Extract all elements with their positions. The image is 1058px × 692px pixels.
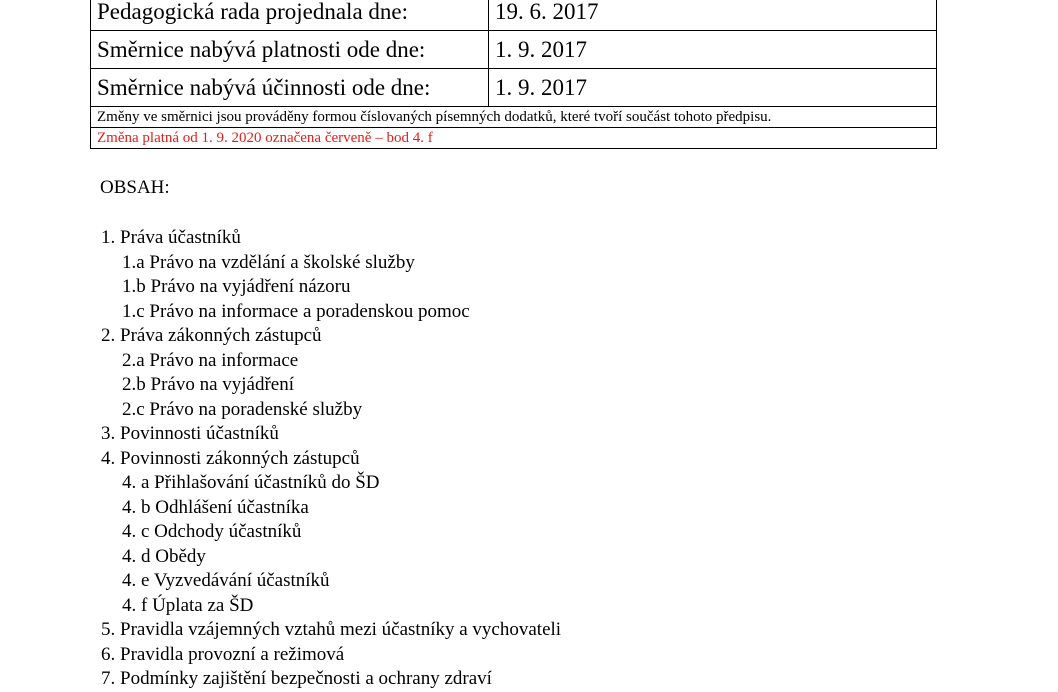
table-row [91, 69, 937, 107]
row-value: 19. 6. 2017 [489, 0, 937, 31]
table-row-change [91, 128, 937, 149]
toc-item: 1. Práva účastníků [101, 227, 241, 248]
row-value: 1. 9. 2017 [489, 31, 937, 69]
change-note: Změna platná od 1. 9. 2020 označena červeně – bod 4. f [91, 128, 937, 149]
table-of-contents [101, 226, 561, 692]
toc-subitem: 4. c Odchody účastníků [122, 521, 302, 542]
toc-subitem: 4. d Obědy [122, 545, 206, 567]
toc-subitem: 4. b Odhlášení účastníka [122, 496, 309, 518]
table-row [91, 0, 937, 31]
table-row [91, 31, 937, 69]
toc-subitem: 4. e Vyzvedávání účastníků [122, 570, 330, 591]
row-value: 1. 9. 2017 [489, 69, 937, 107]
table-row-note [91, 107, 937, 128]
toc-subitem: 1.c Právo na informace a poradenskou pomoc [122, 300, 470, 322]
toc-subitem: 2.c Právo na poradenské služby [122, 398, 363, 420]
toc-item: 4. Povinnosti zákonných zástupců [101, 447, 360, 469]
toc-item: 7. Podmínky zajištění bezpečnosti a ochrany zdraví [101, 668, 492, 689]
row-label: Pedagogická rada projednala dne: [91, 0, 489, 31]
toc-item: 3. Povinnosti účastníků [101, 423, 279, 444]
toc-item: 2. Práva zákonných zástupců [101, 325, 322, 346]
toc-subitem: 4. f Úplata za ŠD [122, 594, 254, 616]
toc-item: 5. Pravidla vzájemných vztahů mezi účastníky a vychovateli [101, 619, 562, 640]
toc-item: 6. Pravidla provozní a režimová [101, 643, 345, 665]
toc-subitem: 1.a Právo na vzdělání a školské služby [122, 251, 415, 273]
toc-subitem: 2.a Právo na informace [122, 349, 299, 371]
toc-subitem: 1.b Právo na vyjádření názoru [122, 276, 351, 297]
row-label: Směrnice nabývá účinnosti ode dne: [91, 69, 489, 107]
amendment-note: Změny ve směrnici jsou prováděny formou číslovaných písemných dodatků, které tvoří součást tohoto předpisu. [91, 107, 937, 128]
row-label: Směrnice nabývá platnosti ode dne: [91, 31, 489, 69]
toc-subitem: 2.b Právo na vyjádření [122, 374, 295, 395]
toc-subitem: 4. a Přihlašování účastníků do ŠD [122, 472, 380, 493]
toc-heading: OBSAH: [100, 177, 170, 198]
header-info-table [90, 0, 937, 149]
